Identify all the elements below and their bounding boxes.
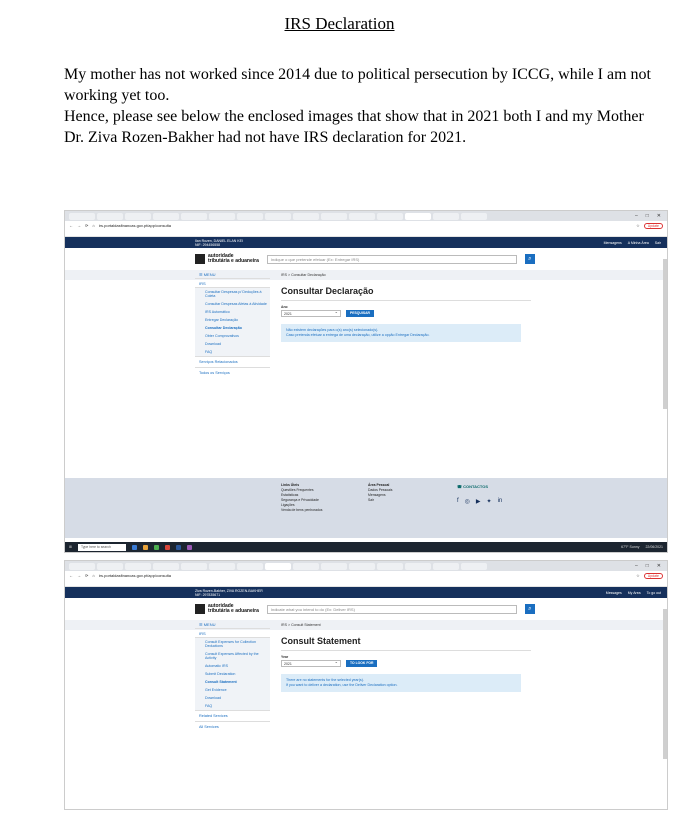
at-logo-icon <box>195 604 205 614</box>
footer-link[interactable]: Estatísticas <box>281 493 299 497</box>
irs-submenu <box>195 638 270 710</box>
clock[interactable]: 22/06/2021 <box>645 545 663 549</box>
address-bar <box>65 571 667 580</box>
browser-tab-bar <box>65 561 667 571</box>
portal-footer <box>65 478 667 538</box>
browser-tab[interactable] <box>237 213 263 220</box>
sidebar-item[interactable]: Automatic IRS <box>205 664 228 668</box>
breadcrumb-bar <box>65 270 667 280</box>
related-services-link[interactable]: Serviços Relacionados <box>195 356 270 367</box>
browser-tab[interactable] <box>349 563 375 570</box>
search-form <box>281 660 531 667</box>
user-link[interactable]: My Area <box>627 590 641 595</box>
title-divider <box>281 650 531 651</box>
year-select[interactable]: 2021 ⌄ <box>281 310 341 317</box>
app-icon[interactable] <box>165 545 170 550</box>
update-button[interactable]: Update <box>644 573 663 579</box>
sidebar-item[interactable]: Consult Expenses for Collection Deductions <box>205 640 256 648</box>
browser-tab[interactable] <box>209 213 235 220</box>
app-icon[interactable] <box>132 545 137 550</box>
address-bar <box>65 221 667 230</box>
document-body <box>64 64 664 148</box>
youtube-icon[interactable]: ▶ <box>475 499 481 505</box>
sidebar-item[interactable]: FAQ <box>205 350 213 354</box>
all-services-link[interactable]: All Services <box>195 721 270 732</box>
page-content <box>281 636 531 692</box>
irs-submenu <box>195 288 270 356</box>
breadcrumb: IRS > Consultar Declaração <box>281 273 326 277</box>
document-title: IRS Declaration <box>284 14 395 33</box>
windows-start-icon[interactable]: ⊞ <box>69 545 72 549</box>
taskbar-search[interactable]: Type here to search <box>78 544 126 551</box>
section-irs[interactable]: IRS <box>195 629 270 638</box>
browser-tab[interactable] <box>209 563 235 570</box>
close-icon[interactable]: ✕ <box>656 563 661 569</box>
sidebar-item[interactable]: Get Evidence <box>205 688 227 692</box>
portal-header <box>65 248 667 270</box>
app-icon[interactable] <box>187 545 192 550</box>
user-link[interactable]: To go out <box>646 590 661 595</box>
user-name: Ilan Rozen, DANIEL ELAN KEI <box>195 238 243 243</box>
side-menu <box>195 270 270 378</box>
browser-tab[interactable] <box>153 563 179 570</box>
search-input[interactable]: Indique o que pretende efetuar (Ex: Entregar IRS) <box>267 255 517 264</box>
reload-icon[interactable]: ⟳ <box>85 573 89 578</box>
browser-tab-bar <box>65 211 667 221</box>
breadcrumb: IRS > Consult Statement <box>281 623 321 627</box>
portal-header <box>65 598 667 620</box>
browser-tab[interactable] <box>377 563 403 570</box>
browser-tab[interactable] <box>405 563 431 570</box>
instagram-icon[interactable]: ◎ <box>464 499 470 505</box>
at-logo-text: autoridade tributária e aduaneira <box>208 603 259 614</box>
sidebar-item[interactable]: Consultar Despesas Afetas à Atividade <box>205 302 267 306</box>
footer-link[interactable]: Questões Frequentes <box>281 488 314 492</box>
sidebar-item[interactable]: Obter Comprovativos <box>205 334 239 338</box>
maximize-icon[interactable]: □ <box>645 213 649 219</box>
browser-tab-active[interactable] <box>265 563 291 570</box>
sidebar-item[interactable]: Download <box>205 342 221 346</box>
at-logo-text: autoridade tributária e aduaneira <box>208 253 259 264</box>
browser-tab[interactable] <box>321 213 347 220</box>
close-icon[interactable]: ✕ <box>656 213 661 219</box>
sidebar-item[interactable]: Consultar Despesas p/ Deduções à Coleta <box>205 290 262 298</box>
windows-taskbar <box>65 542 667 552</box>
back-icon[interactable]: ← <box>69 223 73 228</box>
at-logo-icon <box>195 254 205 264</box>
user-link[interactable]: Messages <box>605 590 622 595</box>
browser-tab[interactable] <box>181 213 207 220</box>
facebook-icon[interactable]: f <box>457 498 459 504</box>
home-icon[interactable]: ⌂ <box>92 223 95 228</box>
portal-user-bar <box>65 587 667 598</box>
search-icon[interactable]: ⌕ <box>525 604 535 614</box>
search-button[interactable]: TO LOOK FOR <box>346 660 377 667</box>
user-info <box>195 589 263 597</box>
user-name: Ziva Rozen-Bakher, ZIVA ROZEN-BAKHER <box>195 588 263 593</box>
menu-toggle[interactable]: ☰ MENU <box>195 270 270 279</box>
sidebar-item[interactable]: Download <box>205 696 221 700</box>
footer-useful-links: Links Úteis Questões Frequentes Estatísticas Segurança e Privacidade Ligações Venda de bens penhorados <box>281 483 323 512</box>
sidebar-item[interactable]: Submit Declaration <box>205 672 236 676</box>
user-info <box>195 239 243 247</box>
home-icon[interactable]: ⌂ <box>92 573 95 578</box>
year-label: Year <box>281 655 289 659</box>
browser-tab[interactable] <box>433 563 459 570</box>
info-notice <box>281 674 521 692</box>
user-links <box>604 241 661 245</box>
footer-link[interactable]: Dados Pessoais <box>368 488 393 492</box>
user-links <box>606 591 661 595</box>
notice-line: Não existem declarações para o(s) ano(s) selecionado(s). <box>286 328 379 332</box>
browser-tab[interactable] <box>125 563 151 570</box>
app-icon[interactable] <box>143 545 148 550</box>
footer-link[interactable]: Segurança e Privacidade <box>281 498 319 502</box>
taskbar-apps <box>132 545 192 550</box>
back-icon[interactable]: ← <box>69 573 73 578</box>
breadcrumb-bar <box>65 620 667 630</box>
info-notice <box>281 324 521 342</box>
user-nif: NIF: 294456558 <box>195 242 221 247</box>
maximize-icon[interactable]: □ <box>645 563 649 569</box>
paragraph-2: Hence, please see below the enclosed images that show that in 2021 both I and my Mother Dr. Ziva Rozen-Bakher had not have IRS declaration for 2021. <box>64 108 644 146</box>
forward-icon[interactable]: → <box>77 223 81 228</box>
footer-link[interactable]: Sair <box>368 498 375 502</box>
forward-icon[interactable]: → <box>77 573 81 578</box>
page-content <box>281 286 531 342</box>
browser-tab[interactable] <box>265 213 291 220</box>
social-links <box>457 498 502 505</box>
search-icon[interactable]: ⌕ <box>525 254 535 264</box>
paragraph-1: My mother has not worked since 2014 due to political persecution by ICCG, while I am not working yet too. <box>64 66 651 104</box>
twitter-icon[interactable]: ✦ <box>486 499 492 505</box>
bookmarks-bar <box>65 580 667 587</box>
year-select[interactable]: 2021 ⌄ <box>281 660 341 667</box>
browser-tab[interactable] <box>181 563 207 570</box>
browser-tab[interactable] <box>97 213 123 220</box>
sidebar-item-selected[interactable]: Consultar Declaração <box>205 326 242 330</box>
browser-tab[interactable] <box>97 563 123 570</box>
url-field[interactable]: irs.portaldasfinancas.gov.pt/app/consulta <box>98 223 171 228</box>
browser-tab[interactable] <box>153 213 179 220</box>
user-link[interactable]: A Minha Área <box>627 240 649 245</box>
menu-toggle[interactable]: ☰ MENU <box>195 620 270 629</box>
app-icon[interactable] <box>154 545 159 550</box>
page-title: Consultar Declaração <box>281 286 374 296</box>
notice-line: There are no statements for the selected year(s). <box>286 678 364 682</box>
app-icon[interactable] <box>176 545 181 550</box>
browser-tab[interactable] <box>461 563 487 570</box>
browser-tab[interactable] <box>377 213 403 220</box>
all-services-link[interactable]: Todos os Serviços <box>195 367 270 378</box>
contacts-link[interactable]: ☎ CONTACTOS <box>457 484 489 489</box>
sidebar-item[interactable]: Consult Expenses Affected by the Activity <box>205 652 259 660</box>
user-link[interactable]: Mensagens <box>603 240 622 245</box>
browser-tab[interactable] <box>321 563 347 570</box>
browser-tab[interactable] <box>69 213 95 220</box>
screenshot-english <box>64 560 668 810</box>
user-nif: NIF: 297835671 <box>195 592 221 597</box>
user-link[interactable]: Sair <box>654 240 661 245</box>
browser-tab[interactable] <box>433 213 459 220</box>
year-label: Ano <box>281 305 288 309</box>
linkedin-icon[interactable]: in <box>497 498 503 504</box>
at-logo[interactable] <box>195 254 259 264</box>
search-button[interactable]: PESQUISAR <box>346 310 374 317</box>
minimize-icon[interactable]: – <box>634 563 638 569</box>
at-logo[interactable] <box>195 604 259 614</box>
update-button[interactable]: Update <box>644 223 663 229</box>
page-scrollbar[interactable] <box>663 259 667 409</box>
notice-line: Caso pretenda efetuar a entrega de uma declaração, utilize a opção Entregar Declaração. <box>286 333 430 337</box>
sidebar-item[interactable]: IRS Automático <box>205 310 230 314</box>
url-field[interactable]: irs.portaldasfinancas.gov.pt/app/consulta <box>98 573 171 578</box>
browser-tab[interactable] <box>125 213 151 220</box>
related-services-link[interactable]: Related Services <box>195 710 270 721</box>
footer-link[interactable]: Venda de bens penhorados <box>281 508 323 512</box>
screenshot-portuguese <box>64 210 668 553</box>
page-scrollbar[interactable] <box>663 609 667 759</box>
footer-link[interactable]: Mensagens <box>368 493 386 497</box>
browser-tab[interactable] <box>237 563 263 570</box>
browser-tab-active[interactable] <box>405 213 431 220</box>
browser-tab[interactable] <box>69 563 95 570</box>
weather[interactable]: 67°F Sunny <box>621 545 640 549</box>
browser-tab[interactable] <box>461 213 487 220</box>
window-controls <box>635 563 667 569</box>
star-icon[interactable]: ☆ <box>636 573 640 578</box>
window-controls <box>635 213 667 219</box>
sidebar-item[interactable]: Entregar Declaração <box>205 318 238 322</box>
search-form <box>281 310 531 317</box>
sidebar-item-selected[interactable]: Consult Statement <box>205 680 237 684</box>
search-input[interactable]: Indicate what you intend to do (Ex: Deliver IRS) <box>267 605 517 614</box>
footer-personal-area: Área Pessoal Dados Pessoais Mensagens Sair <box>368 483 393 502</box>
page-title: Consult Statement <box>281 636 361 646</box>
notice-line: If you want to deliver a declaration, use the Deliver Declaration option. <box>286 683 398 687</box>
section-irs[interactable]: IRS <box>195 279 270 288</box>
bookmarks-bar <box>65 230 667 237</box>
star-icon[interactable]: ☆ <box>636 223 640 228</box>
minimize-icon[interactable]: – <box>634 213 638 219</box>
sidebar-item[interactable]: FAQ <box>205 704 213 708</box>
browser-tab[interactable] <box>349 213 375 220</box>
title-divider <box>281 300 531 301</box>
browser-tab[interactable] <box>293 213 319 220</box>
reload-icon[interactable]: ⟳ <box>85 223 89 228</box>
browser-tab[interactable] <box>293 563 319 570</box>
footer-link[interactable]: Ligações <box>281 503 295 507</box>
system-tray <box>621 545 663 549</box>
portal-user-bar <box>65 237 667 248</box>
side-menu <box>195 620 270 732</box>
